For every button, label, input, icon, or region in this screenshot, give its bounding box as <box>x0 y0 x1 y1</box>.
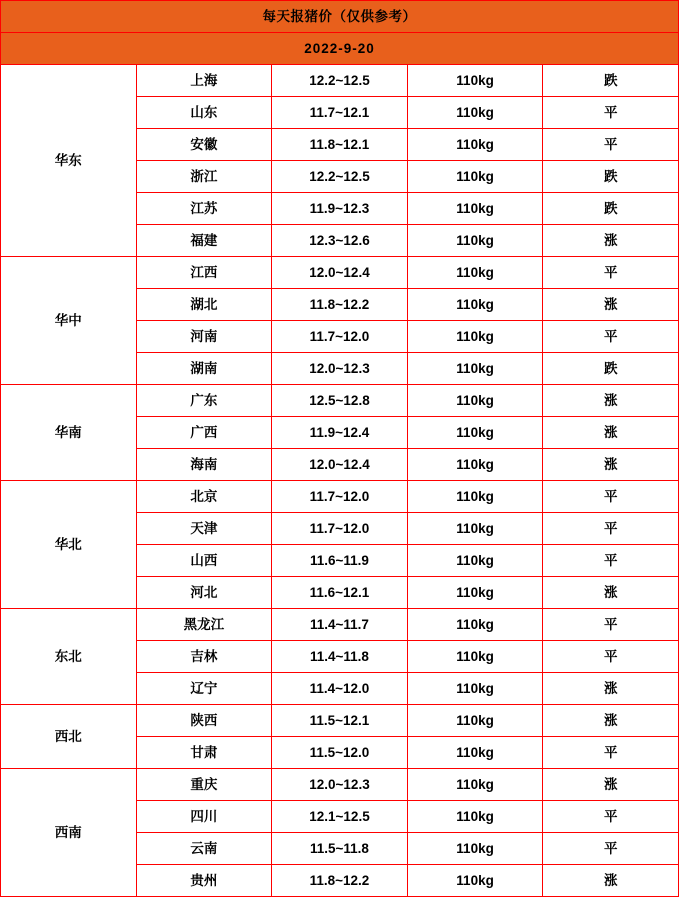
table-body <box>1 1 679 897</box>
province-cell: 山西 <box>136 545 272 577</box>
report-date: 2022-9-20 <box>1 33 679 65</box>
region-cell: 西南 <box>1 769 137 897</box>
price-cell: 11.7~12.0 <box>272 321 408 353</box>
weight-cell: 110kg <box>407 257 543 289</box>
price-cell: 12.0~12.3 <box>272 353 408 385</box>
price-cell: 11.9~12.4 <box>272 417 408 449</box>
weight-cell: 110kg <box>407 481 543 513</box>
weight-cell: 110kg <box>407 865 543 897</box>
weight-cell: 110kg <box>407 289 543 321</box>
province-cell: 江西 <box>136 257 272 289</box>
price-cell: 11.7~12.0 <box>272 513 408 545</box>
trend-cell: 涨 <box>543 225 679 257</box>
province-cell: 湖南 <box>136 353 272 385</box>
table-row <box>1 705 679 737</box>
weight-cell: 110kg <box>407 129 543 161</box>
province-cell: 上海 <box>136 65 272 97</box>
weight-cell: 110kg <box>407 161 543 193</box>
province-cell: 浙江 <box>136 161 272 193</box>
price-cell: 11.5~11.8 <box>272 833 408 865</box>
weight-cell: 110kg <box>407 833 543 865</box>
province-cell: 黑龙江 <box>136 609 272 641</box>
table-row <box>1 481 679 513</box>
province-cell: 四川 <box>136 801 272 833</box>
date-row <box>1 33 679 65</box>
province-cell: 广东 <box>136 385 272 417</box>
weight-cell: 110kg <box>407 513 543 545</box>
price-cell: 12.2~12.5 <box>272 65 408 97</box>
trend-cell: 涨 <box>543 417 679 449</box>
trend-cell: 涨 <box>543 673 679 705</box>
weight-cell: 110kg <box>407 65 543 97</box>
trend-cell: 平 <box>543 545 679 577</box>
price-cell: 11.6~12.1 <box>272 577 408 609</box>
region-cell: 华东 <box>1 65 137 257</box>
trend-cell: 涨 <box>543 705 679 737</box>
trend-cell: 平 <box>543 609 679 641</box>
price-cell: 11.6~11.9 <box>272 545 408 577</box>
trend-cell: 平 <box>543 481 679 513</box>
title-row <box>1 1 679 33</box>
table-row <box>1 65 679 97</box>
weight-cell: 110kg <box>407 801 543 833</box>
price-cell: 11.8~12.1 <box>272 129 408 161</box>
price-cell: 11.4~11.8 <box>272 641 408 673</box>
trend-cell: 平 <box>543 801 679 833</box>
weight-cell: 110kg <box>407 97 543 129</box>
price-cell: 12.5~12.8 <box>272 385 408 417</box>
weight-cell: 110kg <box>407 705 543 737</box>
trend-cell: 涨 <box>543 289 679 321</box>
price-cell: 12.0~12.4 <box>272 449 408 481</box>
trend-cell: 涨 <box>543 577 679 609</box>
price-cell: 11.8~12.2 <box>272 289 408 321</box>
trend-cell: 平 <box>543 641 679 673</box>
trend-cell: 涨 <box>543 449 679 481</box>
trend-cell: 跌 <box>543 65 679 97</box>
trend-cell: 平 <box>543 737 679 769</box>
trend-cell: 平 <box>543 97 679 129</box>
price-cell: 11.7~12.1 <box>272 97 408 129</box>
trend-cell: 平 <box>543 833 679 865</box>
weight-cell: 110kg <box>407 449 543 481</box>
trend-cell: 涨 <box>543 865 679 897</box>
province-cell: 辽宁 <box>136 673 272 705</box>
price-cell: 12.0~12.4 <box>272 257 408 289</box>
trend-cell: 平 <box>543 257 679 289</box>
trend-cell: 跌 <box>543 353 679 385</box>
region-cell: 华北 <box>1 481 137 609</box>
table-row <box>1 257 679 289</box>
province-cell: 江苏 <box>136 193 272 225</box>
province-cell: 安徽 <box>136 129 272 161</box>
price-cell: 12.1~12.5 <box>272 801 408 833</box>
weight-cell: 110kg <box>407 353 543 385</box>
weight-cell: 110kg <box>407 609 543 641</box>
price-cell: 12.0~12.3 <box>272 769 408 801</box>
province-cell: 贵州 <box>136 865 272 897</box>
province-cell: 河南 <box>136 321 272 353</box>
region-cell: 华南 <box>1 385 137 481</box>
price-cell: 11.5~12.1 <box>272 705 408 737</box>
weight-cell: 110kg <box>407 737 543 769</box>
price-cell: 11.4~12.0 <box>272 673 408 705</box>
province-cell: 云南 <box>136 833 272 865</box>
trend-cell: 涨 <box>543 385 679 417</box>
weight-cell: 110kg <box>407 673 543 705</box>
weight-cell: 110kg <box>407 385 543 417</box>
weight-cell: 110kg <box>407 577 543 609</box>
weight-cell: 110kg <box>407 417 543 449</box>
page-title: 每天报猪价（仅供参考） <box>1 1 679 33</box>
province-cell: 福建 <box>136 225 272 257</box>
trend-cell: 平 <box>543 321 679 353</box>
trend-cell: 涨 <box>543 769 679 801</box>
province-cell: 甘肃 <box>136 737 272 769</box>
province-cell: 陕西 <box>136 705 272 737</box>
province-cell: 吉林 <box>136 641 272 673</box>
price-cell: 11.7~12.0 <box>272 481 408 513</box>
price-cell: 11.9~12.3 <box>272 193 408 225</box>
price-cell: 12.2~12.5 <box>272 161 408 193</box>
province-cell: 天津 <box>136 513 272 545</box>
province-cell: 山东 <box>136 97 272 129</box>
province-cell: 北京 <box>136 481 272 513</box>
province-cell: 重庆 <box>136 769 272 801</box>
weight-cell: 110kg <box>407 769 543 801</box>
price-cell: 11.8~12.2 <box>272 865 408 897</box>
weight-cell: 110kg <box>407 225 543 257</box>
province-cell: 湖北 <box>136 289 272 321</box>
trend-cell: 跌 <box>543 193 679 225</box>
trend-cell: 平 <box>543 513 679 545</box>
weight-cell: 110kg <box>407 193 543 225</box>
province-cell: 海南 <box>136 449 272 481</box>
province-cell: 河北 <box>136 577 272 609</box>
weight-cell: 110kg <box>407 321 543 353</box>
weight-cell: 110kg <box>407 545 543 577</box>
region-cell: 西北 <box>1 705 137 769</box>
table-row <box>1 609 679 641</box>
price-cell: 11.5~12.0 <box>272 737 408 769</box>
region-cell: 华中 <box>1 257 137 385</box>
weight-cell: 110kg <box>407 641 543 673</box>
price-cell: 12.3~12.6 <box>272 225 408 257</box>
trend-cell: 跌 <box>543 161 679 193</box>
price-cell: 11.4~11.7 <box>272 609 408 641</box>
table-row <box>1 385 679 417</box>
province-cell: 广西 <box>136 417 272 449</box>
trend-cell: 平 <box>543 129 679 161</box>
table-row <box>1 769 679 801</box>
region-cell: 东北 <box>1 609 137 705</box>
